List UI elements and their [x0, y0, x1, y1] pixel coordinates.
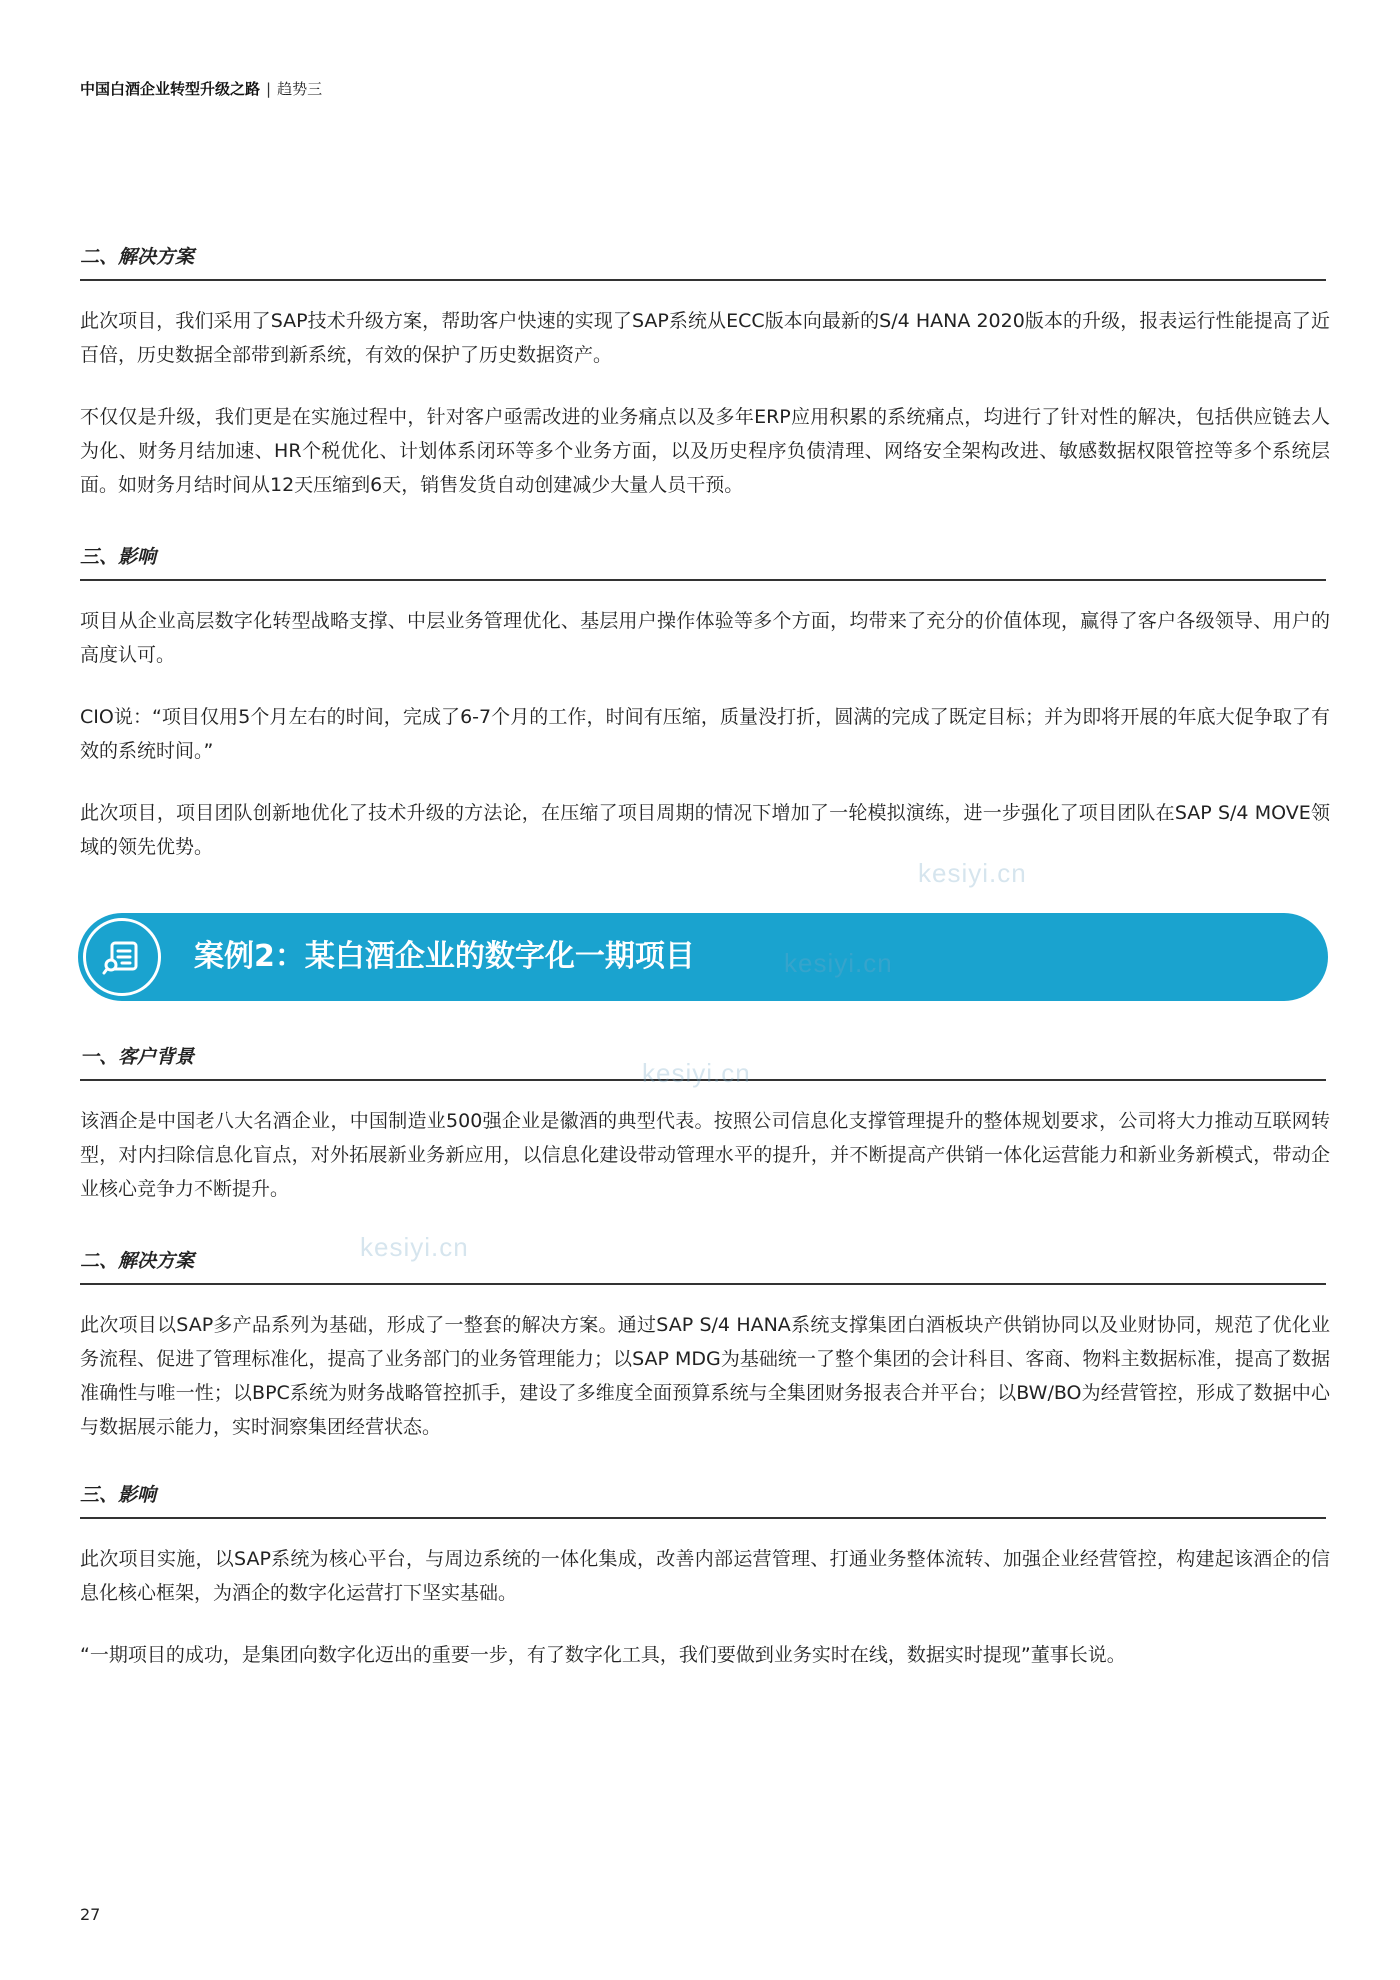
case2-background-paragraph: 该酒企是中国老八大名酒企业，中国制造业500强企业是徽酒的典型代表。按照公司信息化支撑管理提升的整体规划要求，公司将大力推动互联网转型，对内扫除信息化盲点，对外拓展新业务新应用，以信息化建设带动管理水平的提升，并不断提高产供销一体化运营能力和新业务新模式，带动企业核心竞争力不断提升。 [80, 1110, 1330, 1200]
watermark-text: kesiyi.cn [360, 1232, 469, 1262]
case2-solution-paragraph: 此次项目以SAP多产品系列为基础，形成了一整套的解决方案。通过SAP S/4 HANA系统支撑集团白酒板块产供销协同以及业财协同，规范了优化业务流程、促进了管理标准化，提高了业务部门的业务管理能力；以SAP MDG为基础统一了整个集团的会计科目、客商、物料主数据标准，提高了数据准确性与唯一性；以BPC系统为财务战略管控抓手，建设了多维度全面预算系统与全集团财务报表合并平台；以BW/BO为经营管控，形成了数据中心与数据展示能力，实时洞察集团经营状态。 [80, 1314, 1330, 1438]
case2-banner-title: 案例2：某白酒企业的数字化一期项目 [194, 939, 695, 974]
case2-banner [78, 913, 1328, 1001]
case2-impact-paragraph-2: “一期项目的成功，是集团向数字化迈出的重要一步，有了数字化工具，我们要做到业务实时在线，数据实时提现”董事长说。 [80, 1644, 1126, 1666]
document-search-icon [100, 935, 144, 979]
case1-impact-paragraph-2: CIO说：“项目仅用5个月左右的时间，完成了6-7个月的工作，时间有压缩，质量没打折，圆满的完成了既定目标；并为即将开展的年底大促争取了有效的系统时间。” [80, 706, 1330, 762]
running-header [80, 78, 322, 99]
case1-impact-title: 三、影响 [80, 542, 1326, 581]
case1-impact-paragraph-1: 项目从企业高层数字化转型战略支撑、中层业务管理优化、基层用户操作体验等多个方面，均带来了充分的价值体现，赢得了客户各级领导、用户的高度认可。 [80, 610, 1330, 666]
header-subtitle: 趋势三 [277, 80, 323, 98]
case1-solution-paragraph-1: 此次项目，我们采用了SAP技术升级方案，帮助客户快速的实现了SAP系统从ECC版本向最新的S/4 HANA 2020版本的升级，报表运行性能提高了近百倍，历史数据全部带到新系统，有效的保护了历史数据资产。 [80, 310, 1330, 366]
case1-impact-paragraph-3: 此次项目，项目团队创新地优化了技术升级的方法论，在压缩了项目周期的情况下增加了一轮模拟演练，进一步强化了项目团队在SAP S/4 MOVE领域的领先优势。 [80, 802, 1330, 858]
header-separator: | [266, 80, 272, 98]
case-icon-ring [83, 918, 161, 996]
watermark-text: kesiyi.cn [642, 1058, 751, 1088]
watermark-text: kesiyi.cn [784, 948, 893, 978]
case2-impact-paragraph-1: 此次项目实施，以SAP系统为核心平台，与周边系统的一体化集成，改善内部运营管理、打通业务整体流转、加强企业经营管控，构建起该酒企的信息化核心框架，为酒企的数字化运营打下坚实基础。 [80, 1548, 1330, 1604]
page-number: 27 [80, 1905, 101, 1924]
case2-background-title: 一、客户背景 [80, 1042, 1326, 1081]
case2-solution-title: 二、解决方案 [80, 1246, 1326, 1285]
case2-impact-title: 三、影响 [80, 1480, 1326, 1519]
watermark-text: kesiyi.cn [918, 858, 1027, 888]
header-title: 中国白酒企业转型升级之路 [80, 80, 261, 98]
case1-solution-paragraph-2: 不仅仅是升级，我们更是在实施过程中，针对客户亟需改进的业务痛点以及多年ERP应用积累的系统痛点，均进行了针对性的解决，包括供应链去人为化、财务月结加速、HR个税优化、计划体系闭环等多个业务方面，以及历史程序负债清理、网络安全架构改进、敏感数据权限管控等多个系统层面。如财务月结时间从12天压缩到6天，销售发货自动创建减少大量人员干预。 [80, 406, 1330, 496]
case1-solution-title: 二、解决方案 [80, 242, 1326, 281]
